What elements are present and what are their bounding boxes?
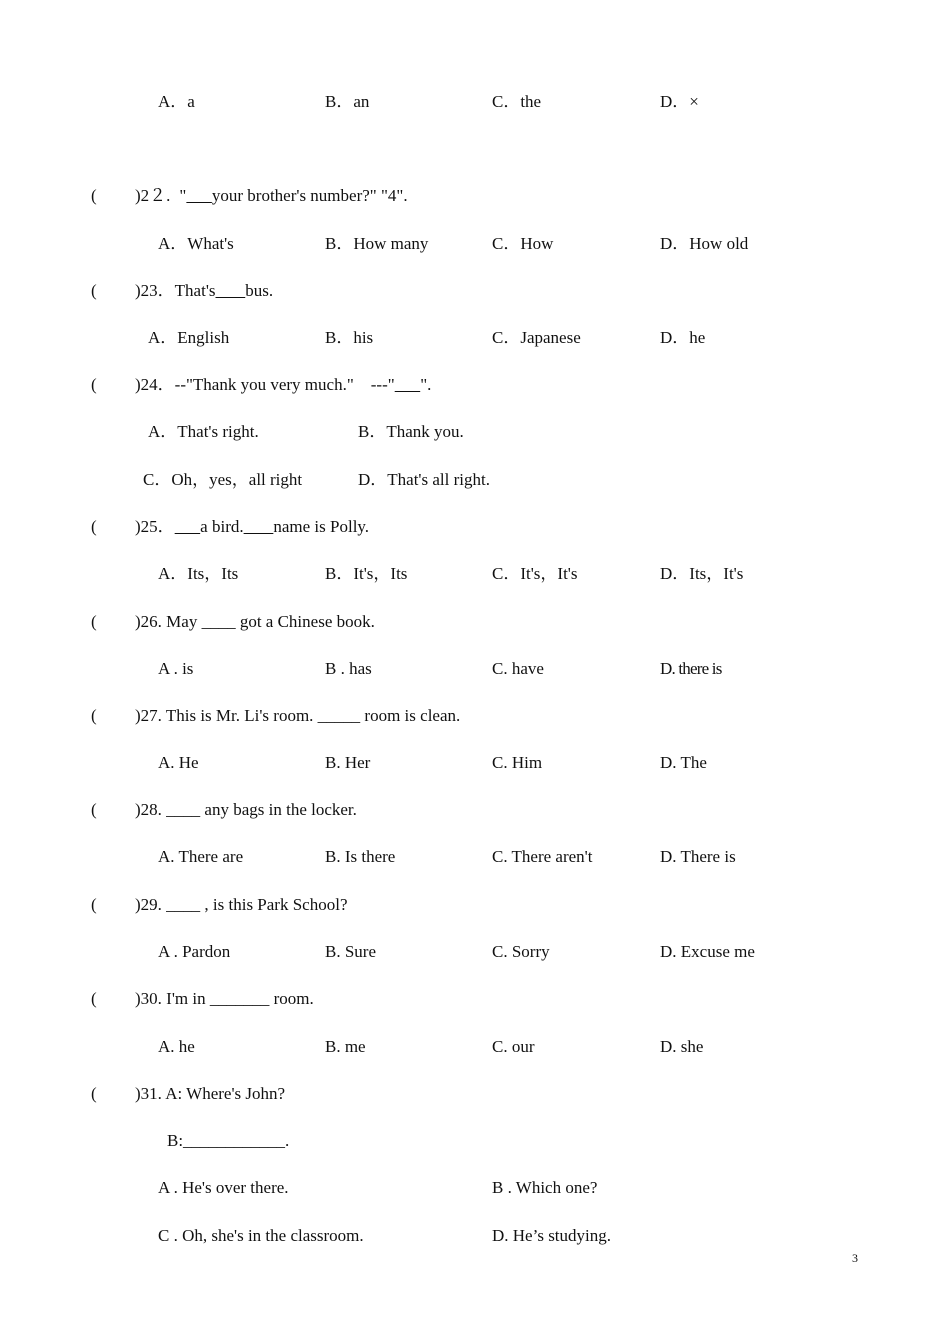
q26-option-b: B . has (325, 659, 372, 678)
q24-answer-paren: ( (91, 375, 97, 394)
q31-b-line: B:____________. (167, 1131, 290, 1150)
q31-option-d: D. He’s studying. (492, 1226, 611, 1245)
q21-option-c: C．the (492, 92, 542, 111)
q23-option-a: A．English (148, 328, 230, 347)
q25-option-b: B．It's，Its (325, 564, 408, 583)
q24-option-c: C．Oh，yes，all right (143, 470, 303, 489)
q27-option-b: B. Her (325, 753, 371, 772)
q25-number: )25． (135, 517, 175, 536)
q24-stem: )24．--"Thank you very much." ---" (135, 375, 395, 394)
q31-question: )31. A: Where's John? (135, 1084, 286, 1103)
q29-option-b: B. Sure (325, 942, 376, 961)
q23-blank (216, 281, 246, 300)
q25-blank-2 (244, 517, 274, 536)
q27-option-d: D. The (660, 753, 707, 772)
q25-option-c: C．It's，It's (492, 564, 578, 583)
q24-option-b: B．Thank you. (358, 422, 464, 441)
q28-option-a: A. There are (158, 847, 244, 866)
q28-answer-paren: ( (91, 800, 97, 819)
q22-option-b: B．How many (325, 234, 429, 253)
q24-question (135, 375, 431, 395)
q27-answer-paren: ( (91, 706, 97, 725)
q22-blank (186, 186, 212, 205)
q22-option-a: A．What's (158, 234, 234, 253)
q27-option-c: C. Him (492, 753, 543, 772)
q30-option-c: C. our (492, 1037, 535, 1056)
q26-option-a: A . is (158, 659, 194, 678)
q22-post: your brother's number?" "4". (211, 186, 408, 205)
q29-option-a: A . Pardon (158, 942, 231, 961)
q22-option-c: C．How (492, 234, 554, 253)
q26-question: )26. May ____ got a Chinese book. (135, 612, 375, 631)
q31-option-b: B . Which one? (492, 1178, 598, 1197)
q22-pre: " (179, 186, 187, 205)
q23-stem: )23．That's (135, 281, 216, 300)
q28-option-c: C. There aren't (492, 847, 593, 866)
page-number: 3 (852, 1251, 858, 1265)
q31-option-a: A . He's over there. (158, 1178, 289, 1197)
q31-option-c: C . Oh, she's in the classroom. (158, 1226, 364, 1245)
q23-option-c: C．Japanese (492, 328, 581, 347)
q24-blank (395, 375, 421, 394)
q24-option-a: A．That's right. (148, 422, 259, 441)
q25-option-d: D．Its，It's (660, 564, 744, 583)
q30-option-a: A. he (158, 1037, 195, 1056)
q21-option-b: B．an (325, 92, 370, 111)
q21-option-a: A．a (158, 92, 195, 111)
q30-option-d: D. she (660, 1037, 704, 1056)
q29-option-d: D. Excuse me (660, 942, 755, 961)
q29-question: )29. ____ , is this Park School? (135, 895, 348, 914)
q27-question: )27. This is Mr. Li's room. _____ room is clean. (135, 706, 461, 725)
q23-option-b: B．his (325, 328, 374, 347)
q26-option-d: D. there is (660, 659, 722, 678)
q30-question: )30. I'm in _______ room. (135, 989, 314, 1008)
q23-post: bus. (245, 281, 274, 300)
q22-option-d: D．How old (660, 234, 749, 253)
q30-option-b: B. me (325, 1037, 366, 1056)
q22-question (135, 186, 408, 206)
q23-option-d: D．he (660, 328, 706, 347)
q28-option-d: D. There is (660, 847, 736, 866)
q25-question (135, 517, 369, 537)
q31-answer-paren: ( (91, 1084, 97, 1103)
q24-post: ". (420, 375, 432, 394)
q22-answer-paren: ( (91, 186, 97, 205)
q28-question: )28. ____ any bags in the locker. (135, 800, 357, 819)
q25-answer-paren: ( (91, 517, 97, 536)
q29-option-c: C. Sorry (492, 942, 550, 961)
q25-mid: a bird. (200, 517, 244, 536)
q25-post: name is Polly. (273, 517, 370, 536)
q26-option-c: C. have (492, 659, 544, 678)
q30-answer-paren: ( (91, 989, 97, 1008)
q27-option-a: A. He (158, 753, 199, 772)
q21-option-d: D．× (660, 92, 699, 111)
q28-option-b: B. Is there (325, 847, 396, 866)
q24-option-d: D．That's all right. (358, 470, 490, 489)
q23-answer-paren: ( (91, 281, 97, 300)
q25-blank-1 (175, 517, 201, 536)
q26-answer-paren: ( (91, 612, 97, 631)
q22-number: )2２. (135, 186, 171, 205)
q29-answer-paren: ( (91, 895, 97, 914)
q25-option-a: A．Its，Its (158, 564, 239, 583)
q23-question (135, 281, 273, 301)
